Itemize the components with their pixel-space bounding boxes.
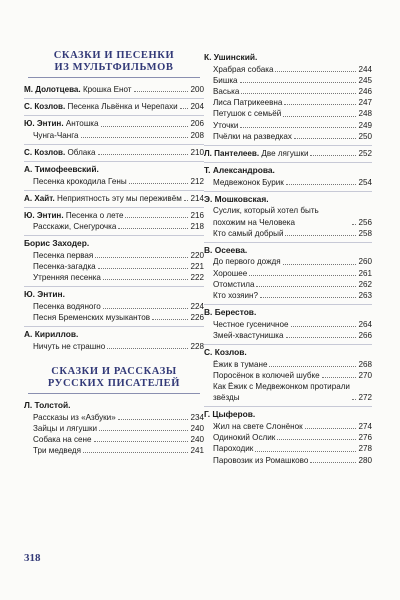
author-name: Ю. Энтин. (24, 289, 65, 300)
entry-title: Одинокий Ослик (213, 433, 276, 443)
entry-title: Васька (213, 86, 240, 96)
leader-dots (152, 319, 188, 320)
toc-entry[interactable] (24, 301, 204, 312)
toc-entry[interactable] (204, 75, 372, 86)
entry-page: 240 (190, 423, 204, 433)
entry-page: 264 (358, 319, 372, 329)
toc-entry[interactable] (204, 97, 372, 108)
entry-title: Уточки (213, 120, 239, 130)
author-name: Л. Толстой. (24, 400, 71, 411)
entry-title: Паровозик из Ромашково (213, 455, 309, 465)
author-name: Борис Заходер. (24, 238, 90, 249)
section-title-line-2: ИЗ МУЛЬТФИЛЬМОВ (54, 61, 174, 73)
entry-page: 258 (358, 228, 372, 238)
leader-dots (240, 127, 356, 128)
leader-dots (94, 441, 189, 442)
leader-dots (352, 224, 356, 225)
leader-dots (322, 377, 357, 378)
leader-dots (256, 286, 356, 287)
leader-dots (118, 228, 188, 229)
toc-entry[interactable] (24, 412, 204, 423)
entry-title: До первого дождя (213, 257, 281, 267)
entry-page: 266 (358, 330, 372, 340)
entry-page: 249 (358, 120, 372, 130)
entry-title: Змей-хвастунишка (213, 330, 284, 340)
author-name: Т. Александрова. (204, 165, 275, 176)
leader-dots (285, 235, 356, 236)
toc-entry[interactable] (204, 148, 372, 159)
toc-entry[interactable] (204, 290, 372, 301)
entry-title: Как Ёжик с Медвежонком протирали звёзды (213, 382, 353, 403)
leader-dots (294, 138, 357, 139)
group-divider (204, 191, 372, 192)
entry-title: Медвежонок Бурик (213, 177, 284, 187)
toc-entry[interactable] (24, 272, 204, 283)
toc-entry[interactable] (24, 130, 204, 141)
entry-title: Пароходик (213, 444, 254, 454)
entry-title: Кто хозяин? (213, 291, 259, 301)
section-title-line-2: РУССКИХ ПИСАТЕЛЕЙ (47, 377, 181, 389)
entry-title: Рассказы из «Азбуки» (33, 412, 116, 422)
leader-dots (286, 184, 357, 185)
entry-page: 220 (190, 250, 204, 260)
toc-entry[interactable] (24, 434, 204, 445)
author-name: В. Осеева. (204, 244, 248, 255)
entry-title: Ёжик в тумане (213, 359, 268, 369)
entry-title: Антошка (65, 119, 99, 129)
leader-dots (81, 137, 189, 138)
entry-page: 222 (190, 273, 204, 283)
entry-page: 228 (190, 341, 204, 351)
entry-page: 254 (358, 177, 372, 187)
group-divider (204, 406, 372, 407)
section-divider (28, 77, 200, 78)
leader-dots (240, 82, 357, 83)
entry-page: 221 (190, 262, 204, 272)
entry-title: Песня Бременских музыкантов (33, 313, 151, 323)
entry-page: 247 (358, 98, 372, 108)
toc-entry[interactable] (24, 261, 204, 272)
entry-page: 246 (358, 86, 372, 96)
leader-dots (180, 108, 189, 109)
toc-entry[interactable] (24, 210, 204, 221)
leader-dots (95, 257, 188, 258)
toc-entry[interactable] (204, 443, 372, 454)
entry-page: 240 (190, 434, 204, 444)
entry-author: С. Козлов. (24, 102, 66, 112)
entry-title: Хорошее (213, 268, 248, 278)
leader-dots (310, 155, 356, 156)
entry-title: Суслик, который хотел быть похожим на Человека (213, 206, 322, 227)
entry-author: Л. Пантелеев. (204, 148, 260, 158)
toc-entry[interactable] (204, 177, 372, 188)
toc-entry[interactable] (204, 64, 372, 75)
entry-page: 214 (190, 193, 204, 203)
leader-dots (275, 71, 356, 72)
entry-title: Честное гусеничное (213, 319, 289, 329)
section-title-line-1: СКАЗКИ И РАССКАЗЫ (51, 366, 177, 378)
entry-page: 216 (190, 210, 204, 220)
entry-page: 263 (358, 291, 372, 301)
leader-dots (283, 264, 357, 265)
entry-title: Песенка водяного (33, 301, 101, 311)
leader-dots (260, 297, 356, 298)
entry-title: Ничуть не страшно (33, 341, 106, 351)
page-number: 318 (24, 552, 41, 564)
entry-page: 245 (358, 75, 372, 85)
entry-page: 206 (190, 119, 204, 129)
section-title-cartoons (24, 50, 204, 73)
entry-title: Храбрая собака (213, 64, 274, 74)
entry-page: 212 (190, 176, 204, 186)
group-divider (24, 207, 204, 208)
toc-entry[interactable] (24, 193, 204, 204)
toc-entry[interactable] (204, 330, 372, 341)
toc-entry[interactable] (204, 86, 372, 97)
entry-page: 270 (358, 370, 372, 380)
entry-author: Ю. Энтин. (24, 119, 64, 129)
entry-title: Зайцы и лягушки (33, 423, 98, 433)
toc-entry[interactable] (204, 381, 372, 403)
toc-entry[interactable] (204, 268, 372, 279)
entry-title: Расскажи, Снегурочка (33, 222, 117, 232)
group-divider (204, 162, 372, 163)
group-divider (24, 286, 204, 287)
entry-title: Три медведя (33, 446, 82, 456)
entry-title: Песенка о лете (65, 210, 124, 220)
leader-dots (241, 93, 356, 94)
toc-entry[interactable] (204, 432, 372, 443)
group-divider (204, 145, 372, 146)
group-divider (204, 344, 372, 345)
entry-title: Песенка Львёнка и Черепахи (67, 102, 178, 112)
author-name: В. Берестов. (204, 307, 257, 318)
leader-dots (118, 419, 189, 420)
leader-dots (255, 451, 356, 452)
entry-title: Петушок с семьёй (213, 109, 282, 119)
entry-title: Бишка (213, 75, 238, 85)
leader-dots (283, 116, 356, 117)
group-divider (204, 242, 372, 243)
group-divider (24, 326, 204, 327)
entry-page: 244 (358, 64, 372, 74)
leader-dots (277, 439, 356, 440)
entry-title: Отомстила (213, 279, 255, 289)
entry-title: Лиса Патрикеевна (213, 98, 283, 108)
group-divider (204, 304, 372, 305)
toc-entry[interactable] (204, 205, 372, 227)
toc-entry[interactable] (204, 228, 372, 239)
group-divider (24, 235, 204, 236)
toc-entry[interactable] (24, 147, 204, 158)
toc-entry[interactable] (24, 84, 204, 95)
leader-dots (83, 452, 188, 453)
section-divider (28, 393, 200, 394)
leader-dots (103, 279, 189, 280)
right-column (204, 50, 372, 466)
toc-section-continued (204, 52, 372, 466)
leader-dots (101, 126, 189, 127)
entry-page: 241 (190, 446, 204, 456)
section-title-line-1: СКАЗКИ И ПЕСЕНКИ (53, 50, 175, 61)
entry-author: А. Хайт. (24, 193, 55, 203)
entry-page: 278 (358, 444, 372, 454)
entry-title: Чунга-Чанга (33, 130, 79, 140)
entry-page: 261 (358, 268, 372, 278)
entry-page: 262 (358, 279, 372, 289)
leader-dots (184, 200, 189, 201)
entry-author: Ю. Энтин. (24, 210, 64, 220)
author-name: А. Тимофеевский. (24, 164, 99, 175)
leader-dots (249, 275, 356, 276)
group-divider (24, 98, 204, 99)
entry-author: М. Долотцева. (24, 85, 81, 94)
author-name: Э. Мошковская. (204, 193, 269, 204)
toc-entry[interactable] (24, 118, 204, 129)
toc-entry[interactable] (204, 359, 372, 370)
toc-entry[interactable] (24, 445, 204, 456)
toc-entry[interactable] (204, 256, 372, 267)
entry-page: 208 (190, 130, 204, 140)
entry-title: Пчёлки на разведках (213, 131, 292, 141)
entry-author: С. Козлов. (24, 147, 66, 157)
toc-entry[interactable] (24, 312, 204, 323)
entry-title: Песенка-загадка (33, 262, 96, 272)
entry-page: 218 (190, 222, 204, 232)
toc-entry[interactable] (24, 101, 204, 112)
author-name: К. Ушинский. (204, 52, 258, 62)
toc-entry[interactable] (24, 176, 204, 187)
toc-section-russian-writers (24, 400, 204, 456)
leader-dots (305, 428, 357, 429)
entry-title: Неприятность эту мы переживём (56, 193, 182, 203)
toc-entry[interactable] (204, 120, 372, 131)
toc-entry[interactable] (24, 423, 204, 434)
toc-entry[interactable] (204, 108, 372, 119)
leader-dots (134, 91, 189, 92)
leader-dots (291, 326, 357, 327)
author-name: Г. Цыферов. (204, 409, 256, 420)
group-divider (24, 190, 204, 191)
author-name: А. Кириллов. (24, 329, 79, 340)
leader-dots (125, 217, 188, 218)
entry-page: 226 (190, 313, 204, 323)
entry-title: Кто самый добрый (213, 228, 284, 238)
entry-page: 204 (190, 102, 204, 112)
entry-page: 250 (358, 131, 372, 141)
toc-entry[interactable] (204, 455, 372, 466)
leader-dots (98, 268, 189, 269)
entry-page: 252 (358, 148, 372, 158)
toc-entry[interactable] (24, 341, 204, 352)
left-column (24, 50, 204, 456)
entry-page: 276 (358, 433, 372, 443)
toc-entry[interactable] (204, 131, 372, 142)
entry-title: Песенка первая (33, 250, 94, 260)
toc-entry[interactable] (204, 370, 372, 381)
leader-dots (310, 462, 356, 463)
leader-dots (352, 399, 356, 400)
leader-dots (129, 183, 189, 184)
leader-dots (286, 337, 357, 338)
author-name: С. Козлов. (204, 347, 247, 358)
entry-page: 272 (358, 393, 372, 403)
group-divider (24, 144, 204, 145)
entry-page: 248 (358, 109, 372, 119)
toc-section-cartoons (24, 84, 204, 352)
entry-title: Песенка крокодила Гены (33, 176, 127, 186)
toc-entry[interactable] (204, 319, 372, 330)
leader-dots (107, 348, 188, 349)
entry-title: Собака на сене (33, 434, 92, 444)
leader-dots (284, 104, 356, 105)
entry-page: 274 (358, 421, 372, 431)
leader-dots (98, 154, 189, 155)
entry-title: Утренняя песенка (33, 273, 101, 283)
leader-dots (99, 430, 188, 431)
entry-page: 210 (190, 147, 204, 157)
toc-entry[interactable] (24, 250, 204, 261)
entry-page: 200 (190, 85, 204, 94)
entry-title: Облака (67, 147, 96, 157)
entry-page: 234 (190, 412, 204, 422)
entry-title: Крошка Енот (82, 85, 132, 94)
entry-page: 260 (358, 257, 372, 267)
toc-entry[interactable] (204, 421, 372, 432)
entry-page: 280 (358, 455, 372, 465)
entry-title: Жил на свете Слонёнок (213, 421, 303, 431)
group-divider (24, 115, 204, 116)
entry-title: Две лягушки (261, 148, 309, 158)
entry-title: Поросёнок в колючей шубке (213, 370, 320, 380)
section-title-russian-writers (24, 366, 204, 389)
group-divider (24, 161, 204, 162)
leader-dots (269, 366, 356, 367)
entry-page: 268 (358, 359, 372, 369)
leader-dots (103, 308, 189, 309)
entry-page: 224 (190, 301, 204, 311)
toc-entry[interactable] (204, 279, 372, 290)
entry-page: 256 (358, 217, 372, 227)
toc-entry[interactable] (24, 221, 204, 232)
